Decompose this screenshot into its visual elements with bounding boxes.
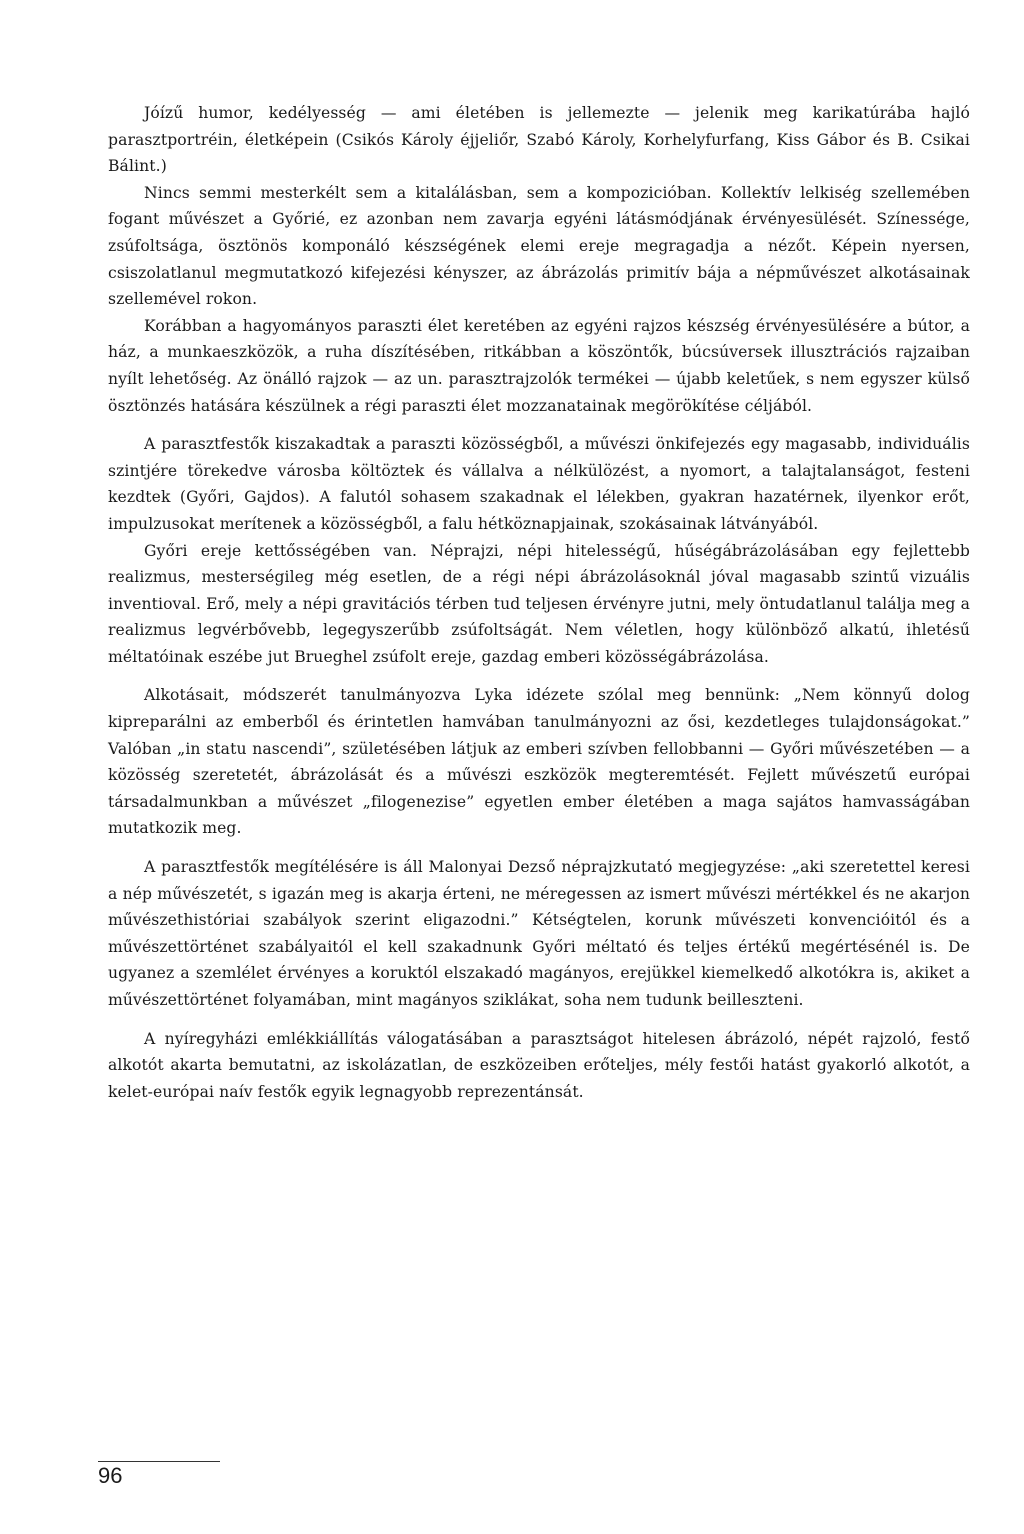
paragraph: Alkotásait, módszerét tanulmányozva Lyka idézete szólal meg bennünk: „Nem könnyű dolog kipreparálni az emberből és érintetlen hamvában tanulmányozni az ősi, kezdetleges tulajdonságokat.” Valóban „in statu nascendi”, születésében látjuk az emberi szívben fellobbanni — Győri művészetében — a közösség szeretetét, ábrázolását és a művészi eszközök megteremtését. Fejlett művészetű európai társadalmunkban a művészet „filogenezise” egyetlen ember életében a maga sajátos hamvasságában mutatkozik meg. bbox=[108, 686, 970, 838]
paragraph: Jóízű humor, kedélyesség — ami életében is jellemezte — jelenik meg karikatúrába hajló parasztportréin, életképein (Csikós Károly éjjeliőr, Szabó Károly, Korhelyfurfang, Kiss Gábor és B. Csikai Bálint.) bbox=[108, 104, 970, 176]
body-text bbox=[108, 100, 970, 1105]
paragraph: A parasztfestők megítélésére is áll Malonyai Dezső néprajzkutató megjegyzése: „aki szeretettel keresi a nép művészetét, s igazán meg is akarja érteni, ne méregessen az ismert művészi mértékkel és ne akarjon művészethistóriai szabályok szerint eligazodni.” Kétségtelen, korunk művészeti konvencióitól és a művészettörténet szabályaitól el kell szakadnunk Győri méltató és teljes értékű megértésénél is. De ugyanez a szemlélet érvényes a koruktól elszakadó magányos, erejükkel kiemelkedő alkotókra is, akiket a művészettörténet folyamában, mint magányos sziklákat, soha nem tudunk beilleszteni. bbox=[108, 858, 970, 1009]
paragraph: Korábban a hagyományos paraszti élet keretében az egyéni rajzos készség érvényesülésére a bútor, a ház, a munkaeszközök, a ruha díszítésében, ritkábban a köszöntők, búcsúversek illusztrációs rajzaiban nyílt lehetőség. Az önálló rajzok — az un. parasztrajzolók termékei — újabb keletűek, s nem egyszer külső ösztönzés hatására készülnek a régi paraszti élet mozzanatainak megörökítése céljából. bbox=[108, 316, 970, 415]
footer-rule bbox=[98, 1461, 220, 1462]
paragraph: Nincs semmi mesterkélt sem a kitalálásban, sem a kompozicióban. Kollektív lelkiség szellemében fogant művészet a Győrié, ez azonban nem zavarja egyéni látásmódjának érvényesülését. Színessége, zsúfoltsága, ösztönös komponáló készségének elemi ereje megragadja a nézőt. Képein nyersen, csiszolatlanul megmutatkozó kifejezési kényszer, az ábrázolás primitív bája a népművészet alkotásainak szellemével rokon. bbox=[108, 183, 970, 309]
paragraph: Győri ereje kettősségében van. Néprajzi, népi hitelességű, hűségábrázolásában egy fejlettebb realizmus, mesterségileg még esetlen, de a régi népi ábrázolásoknál jóval magasabb szintű vizuális inventioval. Erő, mely a népi gravitációs térben tud teljesen érvényre jutni, mely öntudatlanul találja meg a realizmus legvérbővebb, legegyszerűbb zsúfoltságát. Nem véletlen, hogy különböző alkatú, ihletésű méltatóinak eszébe jut Brueghel zsúfolt ereje, gazdag emberi közösségábrázolása. bbox=[108, 541, 970, 666]
paragraph: A parasztfestők kiszakadtak a paraszti közösségből, a művészi önkifejezés egy magasabb, individuális szintjére törekedve városba költöztek és vállalva a nélkülözést, a nyomort, a talajtalanságot, festeni kezdtek (Győri, Gajdos). A falutól sohasem szakadnak el lélekben, gyakran hazatérnek, ilyenkor erőt, impulzusokat merítenek a közösségből, a falu hétköznapjainak, szokásainak látványából. bbox=[108, 435, 970, 533]
paragraph: A nyíregyházi emlékkiállítás válogatásában a parasztságot hitelesen ábrázoló, népét rajzoló, festő alkotót akarta bemutatni, az iskolázatlan, de eszközeiben erőteljes, mély festői hatást gyakorló alkotót, a kelet-európai naív festők egyik legnagyobb reprezentánsát. bbox=[108, 1029, 970, 1101]
page-number: 96 bbox=[98, 1463, 123, 1488]
